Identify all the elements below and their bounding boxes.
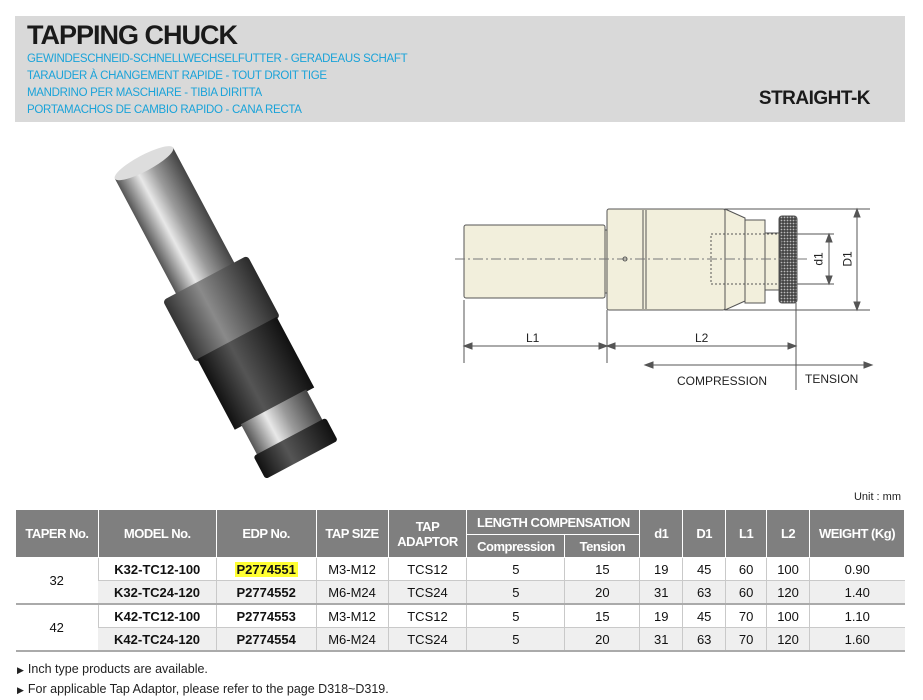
col-D1: D1 [683,510,726,558]
col-tap-size: TAP SIZE [316,510,388,558]
dim-d1: d1 [811,252,826,266]
cell-taper: 32 [16,558,99,605]
subtitle-es: PORTAMACHOS DE CAMBIO RAPIDO - CANA RECTA [27,104,302,116]
col-L2: L2 [767,510,810,558]
cell-d1: 19 [640,558,683,581]
col-length-comp: LENGTH COMPENSATION [467,510,640,535]
cell-model: K42-TC24-120 [98,628,216,652]
chuck-photo [98,134,344,480]
cell-tap-size: M6-M24 [316,581,388,605]
dim-D1: D1 [840,251,855,267]
cell-d1: 31 [640,628,683,652]
subtitle-fr: TARAUDER À CHANGEMENT RAPIDE - TOUT DROIT TIGE [27,70,327,82]
cell-weight: 1.10 [810,604,905,628]
note-text: For applicable Tap Adaptor, please refer to the page D318~D319. [27,682,389,696]
cell-L2: 100 [767,558,810,581]
table-row [16,604,905,628]
cell-compression: 5 [467,628,565,652]
cell-L1: 60 [726,558,767,581]
cell-L2: 100 [767,604,810,628]
page-title: TAPPING CHUCK [27,20,238,50]
col-weight: WEIGHT (Kg) [810,510,905,558]
table-row [16,581,905,605]
col-L1: L1 [726,510,767,558]
highlighted-edp: P2774551 [236,561,296,577]
cell-d1: 19 [640,604,683,628]
triangle-bullet-icon: ▶ [17,685,24,695]
variant-label: STRAIGHT-K [758,88,870,109]
cell-d1: 31 [640,581,683,605]
cell-compression: 5 [467,604,565,628]
table-row [16,628,905,652]
cell-model: K32-TC12-100 [98,558,216,581]
col-tension: Tension [565,535,640,558]
cell-edp: P2774554 [216,628,316,652]
cell-edp [216,558,316,581]
cell-edp: P2774552 [216,581,316,605]
cell-compression: 5 [467,581,565,605]
cell-tap-size: M6-M24 [316,628,388,652]
dim-L2: L2 [695,331,709,345]
cell-weight: 0.90 [810,558,905,581]
cell-L2: 120 [767,628,810,652]
col-edp: EDP No. [216,510,316,558]
spec-table [15,509,905,652]
cell-L1: 70 [726,628,767,652]
note-text: Inch type products are available. [27,662,208,676]
cell-weight: 1.60 [810,628,905,652]
cell-tension: 15 [565,604,640,628]
col-tap-adaptor: TAP ADAPTOR [388,510,467,558]
cell-tap-size: M3-M12 [316,558,388,581]
dim-L1: L1 [526,331,540,345]
cell-taper: 42 [16,604,99,651]
cell-D1: 63 [683,628,726,652]
cell-D1: 63 [683,581,726,605]
cell-tension: 20 [565,628,640,652]
cell-adaptor: TCS24 [388,628,467,652]
technical-drawing [455,209,872,390]
cell-L1: 70 [726,604,767,628]
cell-L1: 60 [726,581,767,605]
col-model: MODEL No. [98,510,216,558]
cell-L2: 120 [767,581,810,605]
cell-adaptor: TCS12 [388,558,467,581]
cell-adaptor: TCS12 [388,604,467,628]
unit-label: Unit : mm [853,491,901,503]
note-item [17,660,389,680]
table-row [16,558,905,581]
notes [17,660,389,700]
col-compression: Compression [467,535,565,558]
cell-D1: 45 [683,604,726,628]
col-d1: d1 [640,510,683,558]
cell-model: K32-TC24-120 [98,581,216,605]
tension-label: TENSION [805,372,859,386]
subtitle-it: MANDRINO PER MASCHIARE - TIBIA DIRITTA [27,87,262,99]
cell-D1: 45 [683,558,726,581]
cell-compression: 5 [467,558,565,581]
cell-tension: 15 [565,558,640,581]
cell-model: K42-TC12-100 [98,604,216,628]
cell-weight: 1.40 [810,581,905,605]
subtitle-de: GEWINDESCHNEID-SCHNELLWECHSELFUTTER - GERADEAUS SCHAFT [27,53,408,65]
col-taper: TAPER No. [16,510,99,558]
cell-edp: P2774553 [216,604,316,628]
cell-tension: 20 [565,581,640,605]
cell-adaptor: TCS24 [388,581,467,605]
note-item [17,680,389,700]
cell-tap-size: M3-M12 [316,604,388,628]
triangle-bullet-icon: ▶ [17,665,24,675]
compression-label: COMPRESSION [677,374,768,388]
